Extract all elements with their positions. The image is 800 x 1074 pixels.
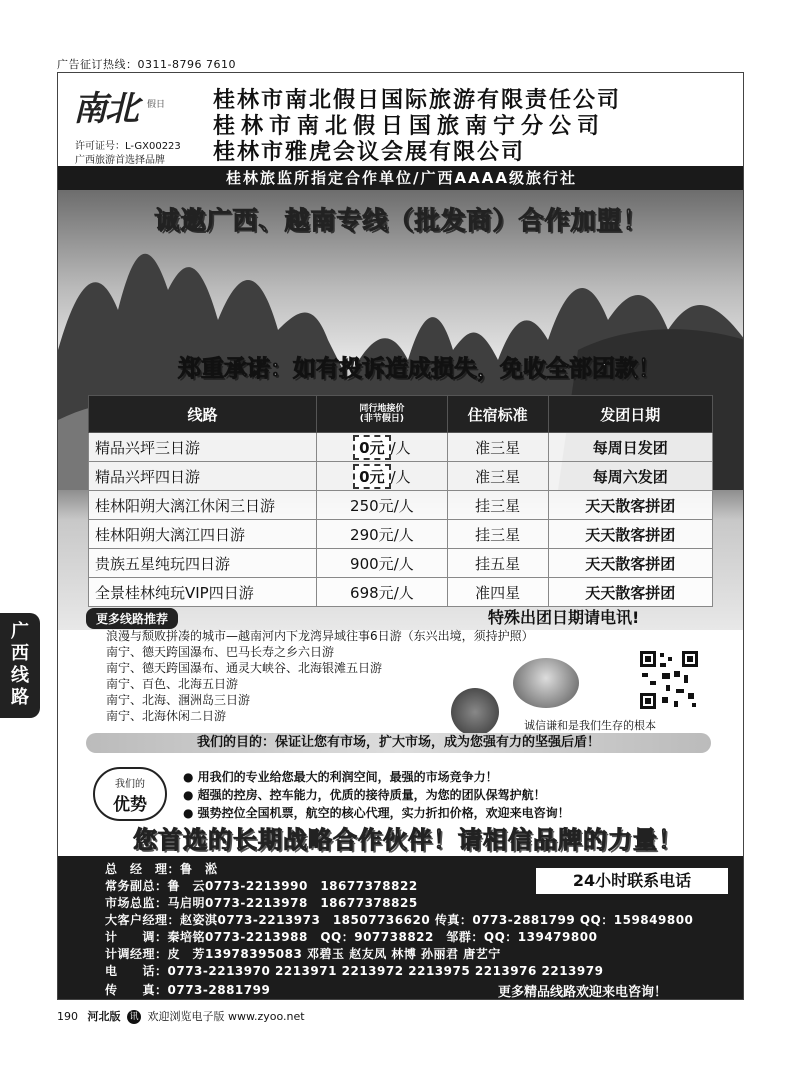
route-name: 桂林阳朔大漓江休闲三日游 xyxy=(89,491,317,520)
table-row xyxy=(89,578,713,607)
header-price-note: (非节假日) xyxy=(359,414,405,424)
advantage-badge-main: 优势 xyxy=(113,795,147,815)
page-footer xyxy=(57,1008,305,1024)
list-item: 南宁、北海休闲二日游 xyxy=(106,709,227,723)
route-price xyxy=(317,491,448,520)
header-price xyxy=(317,396,448,433)
route-date: 天天散客拼团 xyxy=(548,520,712,549)
price-unit: /人 xyxy=(390,467,411,486)
side-tab-char: 线 xyxy=(11,665,29,686)
route-name: 全景桂林纯玩VIP四日游 xyxy=(89,578,317,607)
list-item: 南宁、德天跨国瀑布、通灵大峡谷、北海银滩五日游 xyxy=(106,661,383,675)
license-number: 许可证号：L-GX00223 xyxy=(75,141,181,152)
list-item: ● 强势控位全国机票，航空的核心代理，实力折扣价格，欢迎来电咨询！ xyxy=(183,806,570,820)
partner-headline: 您首选的长期战略合作伙伴！请相信品牌的力量！ xyxy=(133,826,683,854)
route-name: 贵族五星纯玩四日游 xyxy=(89,549,317,578)
price-burst: 0元 xyxy=(353,435,390,460)
special-date-notice: 特殊出团日期请电讯! xyxy=(488,608,640,627)
header-date: 发团日期 xyxy=(548,396,712,433)
side-tab-char: 西 xyxy=(11,643,29,664)
table-row xyxy=(89,520,713,549)
list-item: ● 超强的控房、控车能力，优质的接待质量，为您的团队保驾护航！ xyxy=(183,788,546,802)
welcome-note: 更多精品线路欢迎来电咨询！ xyxy=(498,985,668,1000)
ad-hotline: 广告征订热线：0311-8796 7610 xyxy=(57,58,236,71)
logo-slogan: 广西旅游首选择品牌 xyxy=(75,155,165,166)
contact-row: 总 经 理：鲁 淞 xyxy=(105,862,218,876)
route-hotel: 准四星 xyxy=(447,578,548,607)
bullet-icon: ● xyxy=(183,770,198,784)
contact-row: 计 调：秦培铭0773-2213988 QQ：907738822 邹群：QQ：139479800 xyxy=(105,930,598,944)
company-name-1: 桂林市南北假日国际旅游有限责任公司 xyxy=(213,88,622,113)
table-row xyxy=(89,549,713,578)
route-hotel: 挂三星 xyxy=(447,520,548,549)
price-unit: /人 xyxy=(390,438,411,457)
route-date: 天天散客拼团 xyxy=(548,549,712,578)
list-item: 浪漫与颓败拼凑的城市—越南河内下龙湾异域往事6日游（东兴出境，须持护照） xyxy=(106,629,534,643)
side-tab-char: 路 xyxy=(11,687,29,708)
logo-brand: 南北 xyxy=(73,89,137,129)
list-item: 南宁、北海、涠洲岛三日游 xyxy=(106,693,251,707)
table-row xyxy=(89,491,713,520)
footer-text: 欢迎浏览电子版 www.zyoo.net xyxy=(147,1010,305,1023)
route-name: 精品兴坪三日游 xyxy=(89,433,317,462)
contact-row: 常务副总：鲁 云0773-2213990 18677378822 xyxy=(105,879,418,893)
price-unit: /人 xyxy=(393,496,414,515)
advantage-badge xyxy=(93,767,167,821)
brand-badge-icon: 讯 xyxy=(127,1010,141,1024)
qr-code-icon xyxy=(638,649,700,711)
logo-brand-sub: 假日 xyxy=(147,100,166,110)
route-name: 桂林阳朔大漓江四日游 xyxy=(89,520,317,549)
price-value: 900元 xyxy=(350,554,394,573)
edition-label: 河北版 xyxy=(87,1010,121,1023)
table-header-row xyxy=(89,396,713,433)
price-unit: /人 xyxy=(393,554,414,573)
price-value: 250元 xyxy=(350,496,394,515)
company-name-2: 桂林市南北假日国旅南宁分公司 xyxy=(213,114,606,139)
advantage-badge-top: 我们的 xyxy=(115,779,145,790)
price-value: 698元 xyxy=(350,583,394,602)
advantage-list xyxy=(183,768,570,822)
promise-headline: 郑重承诺：如有投诉造成损失，免收全部团款！ xyxy=(178,356,661,382)
section-side-tab xyxy=(0,613,40,718)
list-item: ● 用我们的专业给您最大的利润空间，最强的市场竞争力！ xyxy=(183,770,498,784)
header-hotel: 住宿标准 xyxy=(447,396,548,433)
invite-headline: 诚邀广西、越南专线（批发商）合作加盟！ xyxy=(154,206,649,235)
advertisement xyxy=(57,72,744,1000)
contact-row: 电 话：0773-2213970 2213971 2213972 2213975 2213976 2213979 xyxy=(105,964,604,978)
header-route: 线路 xyxy=(89,396,317,433)
route-date: 天天散客拼团 xyxy=(548,491,712,520)
price-unit: /人 xyxy=(393,525,414,544)
contact-row: 计调经理：皮 芳13978395083 邓碧玉 赵友凤 林博 孙丽君 唐艺宁 xyxy=(105,947,501,961)
route-date: 天天散客拼团 xyxy=(548,578,712,607)
route-price xyxy=(317,520,448,549)
route-price xyxy=(317,433,448,462)
route-hotel: 准三星 xyxy=(447,462,548,491)
side-tab-char: 广 xyxy=(11,621,29,642)
route-price xyxy=(317,462,448,491)
route-date: 每周六发团 xyxy=(548,462,712,491)
company-name-3: 桂林市雅虎会议会展有限公司 xyxy=(213,140,526,165)
route-price xyxy=(317,578,448,607)
route-price xyxy=(317,549,448,578)
designation-band: 桂林旅监所指定合作单位/广西AAAA级旅行社 xyxy=(58,166,744,190)
price-value: 290元 xyxy=(350,525,394,544)
route-price-table xyxy=(88,395,713,607)
table-row xyxy=(89,433,713,462)
purpose-banner: 我们的目的：保证让您有市场，扩大市场，成为您强有力的坚强后盾！ xyxy=(86,733,711,753)
table-row xyxy=(89,462,713,491)
sincere-note: 诚信谦和是我们生存的根本 xyxy=(524,719,656,732)
list-item: 南宁、德天跨国瀑布、巴马长寿之乡六日游 xyxy=(106,645,335,659)
contact-row: 市场总监：马启明0773-2213978 18677378825 xyxy=(105,896,418,910)
bullet-icon: ● xyxy=(183,788,198,802)
more-routes-tag: 更多线路推荐 xyxy=(86,608,178,629)
route-hotel: 准三星 xyxy=(447,433,548,462)
route-name: 精品兴坪四日游 xyxy=(89,462,317,491)
temple-photo xyxy=(451,688,499,736)
route-hotel: 挂五星 xyxy=(447,549,548,578)
header-price-label: 同行地接价 xyxy=(359,404,405,414)
bullet-icon: ● xyxy=(183,806,198,820)
contact-row: 传 真：0773-2881799 xyxy=(105,983,271,997)
route-hotel: 挂三星 xyxy=(447,491,548,520)
company-logo xyxy=(73,81,198,166)
page-number: 190 xyxy=(57,1010,78,1023)
price-burst: 0元 xyxy=(353,464,390,489)
contact-panel xyxy=(58,856,744,1000)
price-unit: /人 xyxy=(393,583,414,602)
route-date: 每周日发团 xyxy=(548,433,712,462)
bay-photo xyxy=(513,658,579,708)
contact-row: 大客户经理：赵姿淇0773-2213973 18507736620 传真：0773-2881799 QQ：159849800 xyxy=(105,913,694,927)
24h-hotline-label: 24小时联系电话 xyxy=(536,868,728,894)
list-item: 南宁、百色、北海五日游 xyxy=(106,677,239,691)
